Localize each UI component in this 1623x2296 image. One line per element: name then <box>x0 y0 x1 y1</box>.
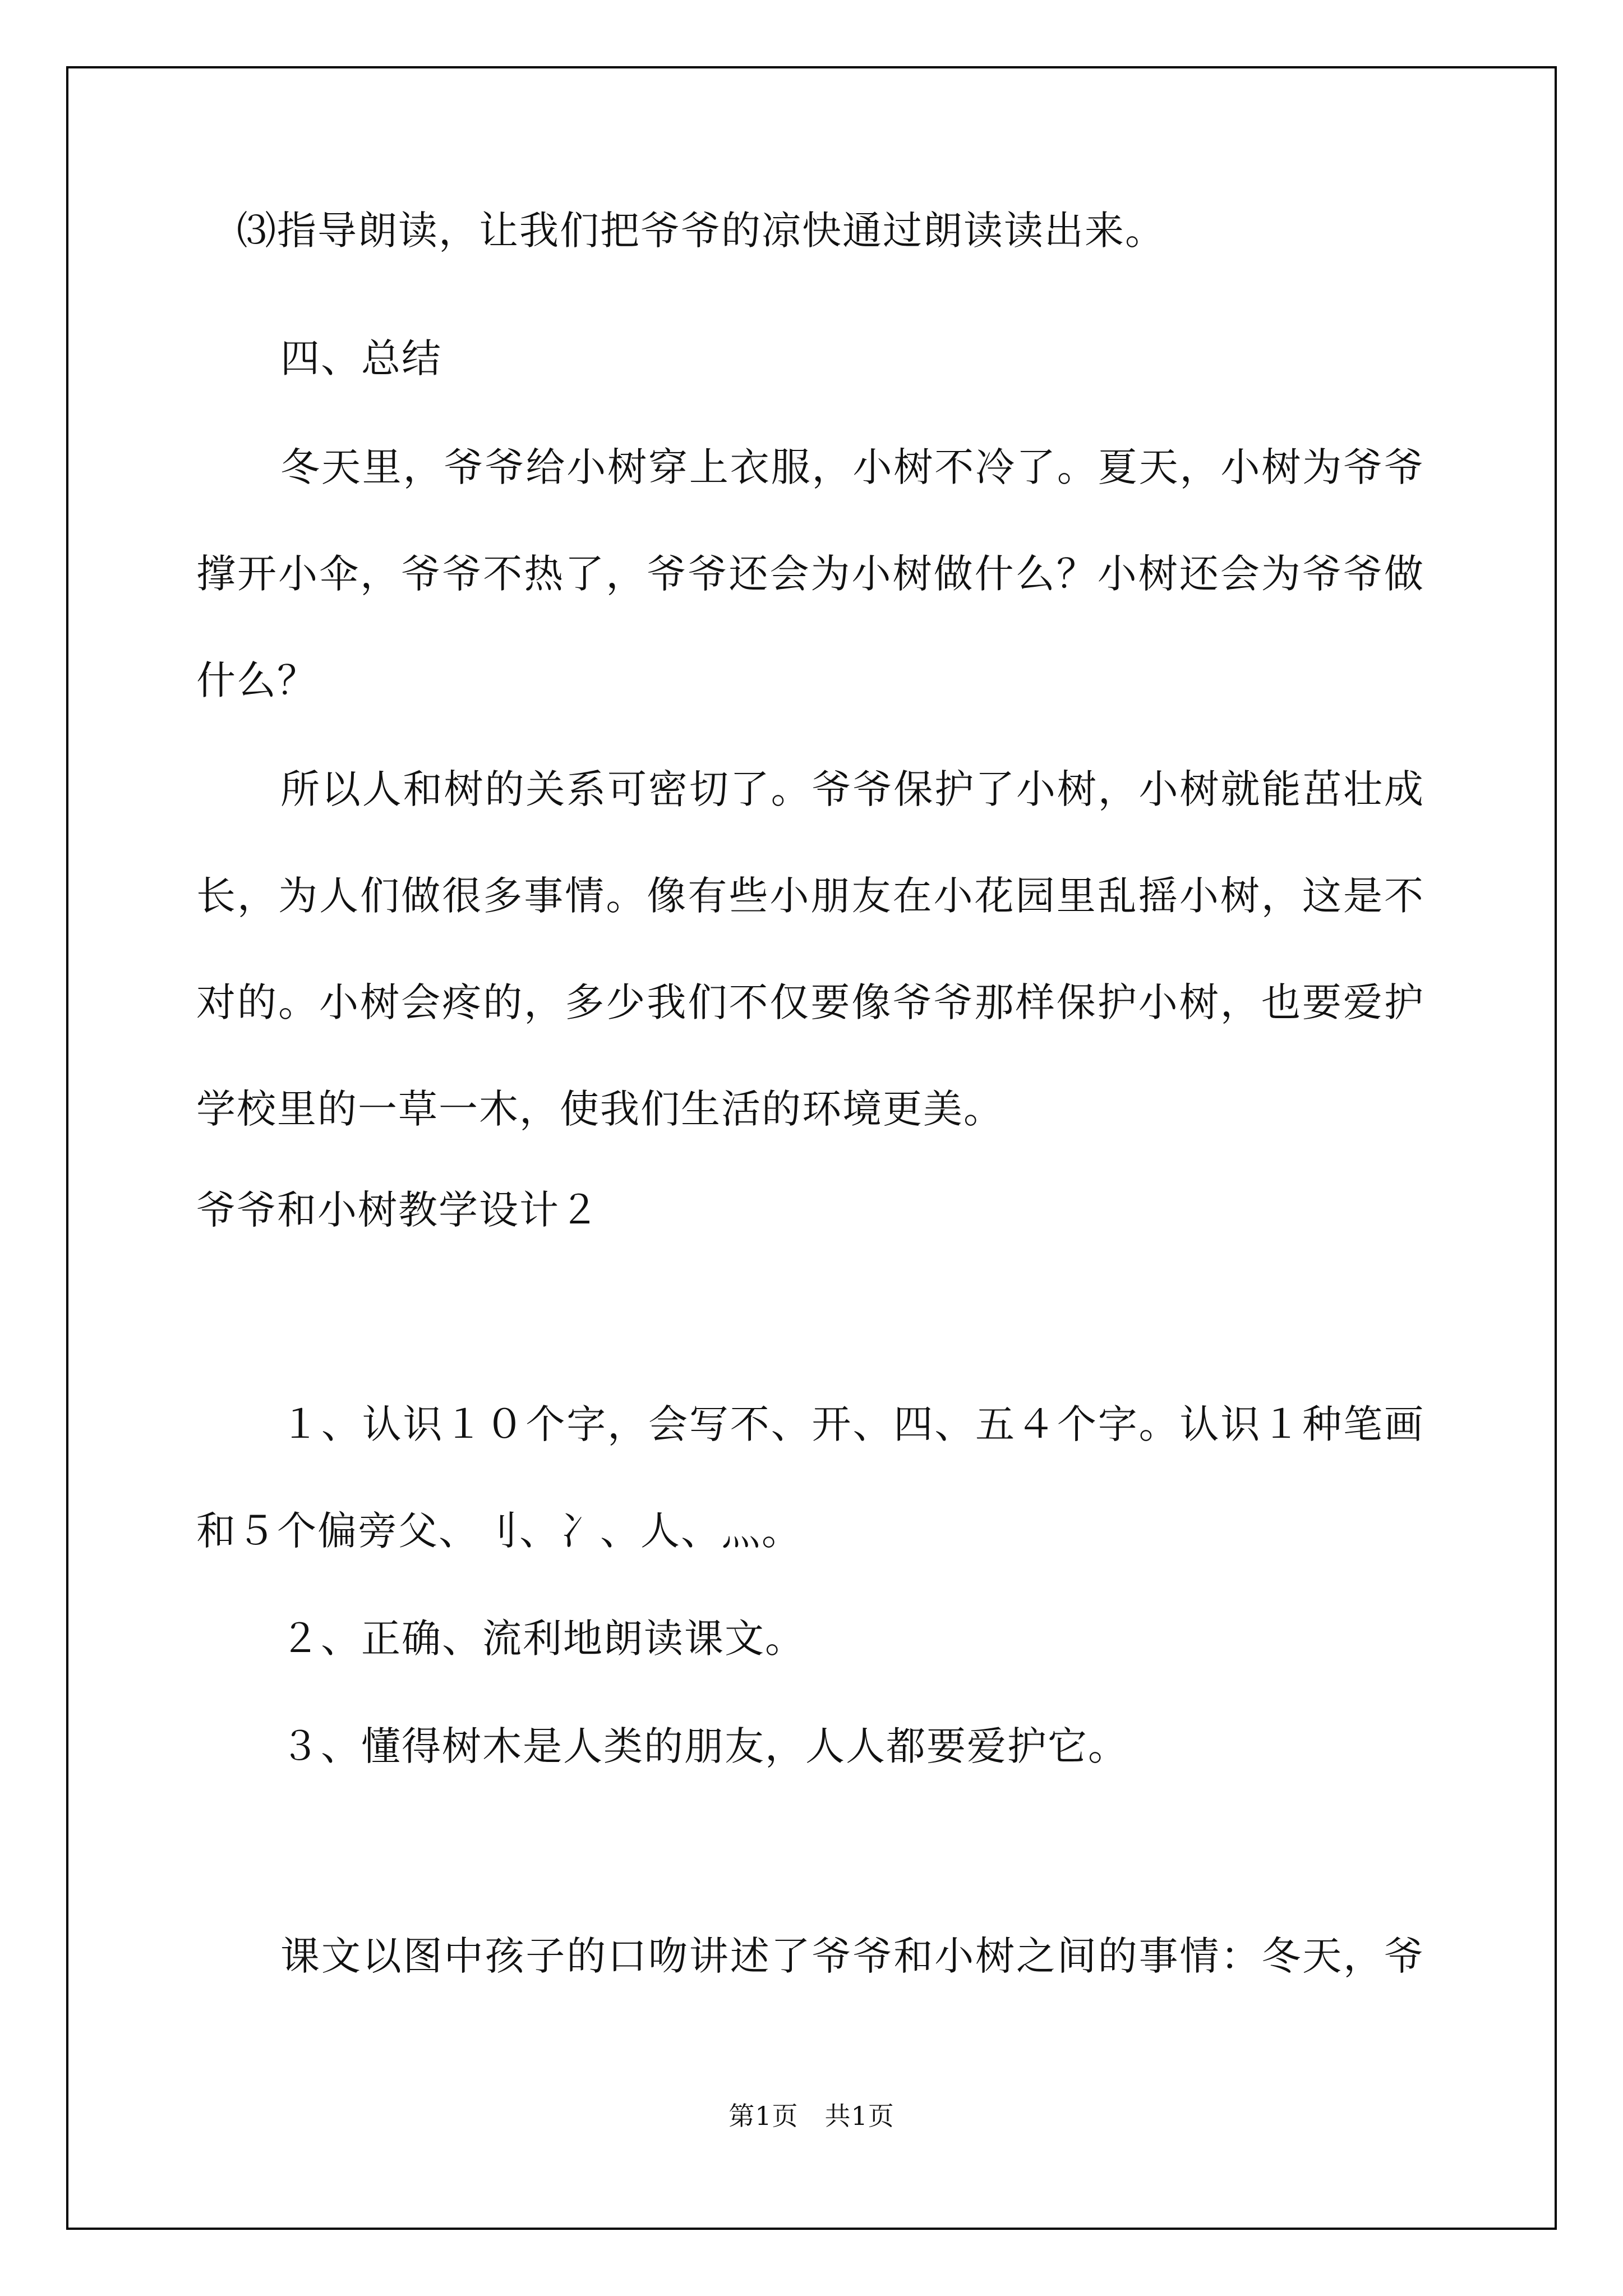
objective-2: ２、正确、流利地朗读课文。 <box>280 1616 805 1662</box>
text-line-1: ⑶指导朗读，让我们把爷爷的凉快通过朗读读出来。 <box>237 208 1165 254</box>
objective-1-line-2: 和５个偏旁父、刂、冫、人、灬。 <box>196 1508 802 1554</box>
objective-3: ３、懂得树木是人类的朋友，人人都要爱护它。 <box>280 1723 1128 1769</box>
objective-1-line-1: １、认识１０个字，会写不、开、四、五４个字。认识１种笔画 <box>280 1401 1424 1447</box>
text-line-7: 长，为人们做很多事情。像有些小朋友在小花园里乱摇小树，这是不 <box>196 873 1424 919</box>
section-heading-summary: 四、总结 <box>280 335 442 381</box>
page-border <box>66 66 1557 2230</box>
text-line-5: 什么？ <box>196 657 317 703</box>
text-line-15: 课文以图中孩子的口吻讲述了爷爷和小树之间的事情：冬天，爷 <box>280 1933 1424 1979</box>
page-footer: 第1页 共1页 <box>728 2101 895 2131</box>
section-title-design-2: 爷爷和小树教学设计２ <box>196 1187 600 1233</box>
text-line-4: 撑开小伞，爷爷不热了，爷爷还会为小树做什么？小树还会为爷爷做 <box>196 551 1424 597</box>
text-line-3: 冬天里，爷爷给小树穿上衣服，小树不冷了。夏天，小树为爷爷 <box>280 444 1424 490</box>
text-line-9: 学校里的一草一木，使我们生活的环境更美。 <box>196 1086 1004 1132</box>
text-line-6: 所以人和树的关系可密切了。爷爷保护了小树，小树就能茁壮成 <box>280 766 1424 812</box>
text-line-8: 对的。小树会疼的，多少我们不仅要像爷爷那样保护小树，也要爱护 <box>196 979 1424 1025</box>
